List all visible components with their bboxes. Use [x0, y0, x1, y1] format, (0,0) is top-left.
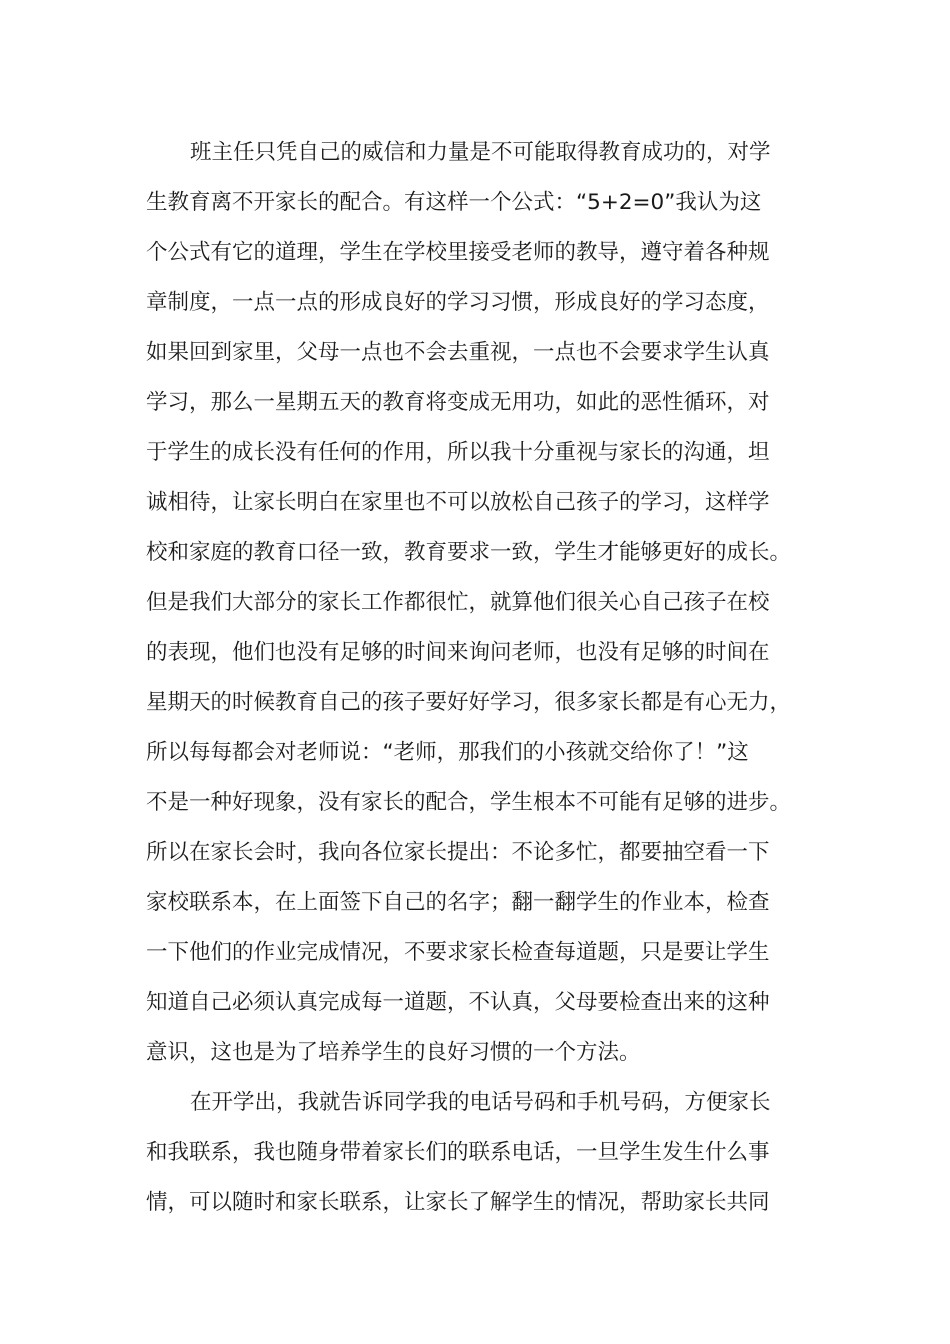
paragraph-1-line-1: 班主任只凭自己的威信和力量是不可能取得教育成功的，对学	[190, 140, 771, 165]
paragraph-1-line-3: 个公式有它的道理，学生在学校里接受老师的教导，遵守着各种规	[146, 240, 770, 265]
paragraph-1-line-19: 意识，这也是为了培养学生的良好习惯的一个方法。	[146, 1040, 641, 1065]
paragraph-1-line-16: 家校联系本，在上面签下自己的名字；翻一翻学生的作业本，检查	[146, 890, 770, 915]
paragraph-2-line-2: 和我联系，我也随身带着家长们的联系电话，一旦学生发生什么事	[146, 1140, 770, 1165]
paragraph-1-line-7: 于学生的成长没有任何的作用，所以我十分重视与家长的沟通，坦	[146, 440, 770, 465]
paragraph-2-line-3: 情，可以随时和家长联系，让家长了解学生的情况，帮助家长共同	[146, 1190, 770, 1215]
paragraph-1-line-13: 所以每每都会对老师说：“老师，那我们的小孩就交给你了！”这	[146, 740, 749, 765]
paragraph-1-line-14: 不是一种好现象，没有家长的配合，学生根本不可能有足够的进步。	[146, 790, 792, 815]
paragraph-1-line-11: 的表现，他们也没有足够的时间来询问老师，也没有足够的时间在	[146, 640, 770, 665]
paragraph-1-line-10: 但是我们大部分的家长工作都很忙，就算他们很关心自己孩子在校	[146, 590, 770, 615]
paragraph-1-line-9: 校和家庭的教育口径一致，教育要求一致，学生才能够更好的成长。	[146, 540, 792, 565]
body-text	[146, 128, 816, 1228]
paragraph-1-line-15: 所以在家长会时，我向各位家长提出：不论多忙，都要抽空看一下	[146, 840, 770, 865]
paragraph-1-line-8: 诚相待，让家长明白在家里也不可以放松自己孩子的学习，这样学	[146, 490, 770, 515]
paragraph-1-line-5: 如果回到家里，父母一点也不会去重视，一点也不会要求学生认真	[146, 340, 770, 365]
paragraph-1-line-17: 一下他们的作业完成情况，不要求家长检查每道题，只是要让学生	[146, 940, 770, 965]
paragraph-1-line-18: 知道自己必须认真完成每一道题，不认真，父母要检查出来的这种	[146, 990, 770, 1015]
paragraph-2-line-1: 在开学出，我就告诉同学我的电话号码和手机号码，方便家长	[190, 1090, 771, 1115]
paragraph-1-line-2: 生教育离不开家长的配合。有这样一个公式：“5+2=0”我认为这	[146, 190, 762, 215]
paragraph-1-line-12: 星期天的时候教育自己的孩子要好好学习，很多家长都是有心无力，	[146, 690, 792, 715]
paragraph-1-line-4: 章制度，一点一点的形成良好的学习习惯，形成良好的学习态度，	[146, 290, 770, 315]
paragraph-1-line-6: 学习，那么一星期五天的教育将变成无用功，如此的恶性循环，对	[146, 390, 770, 415]
